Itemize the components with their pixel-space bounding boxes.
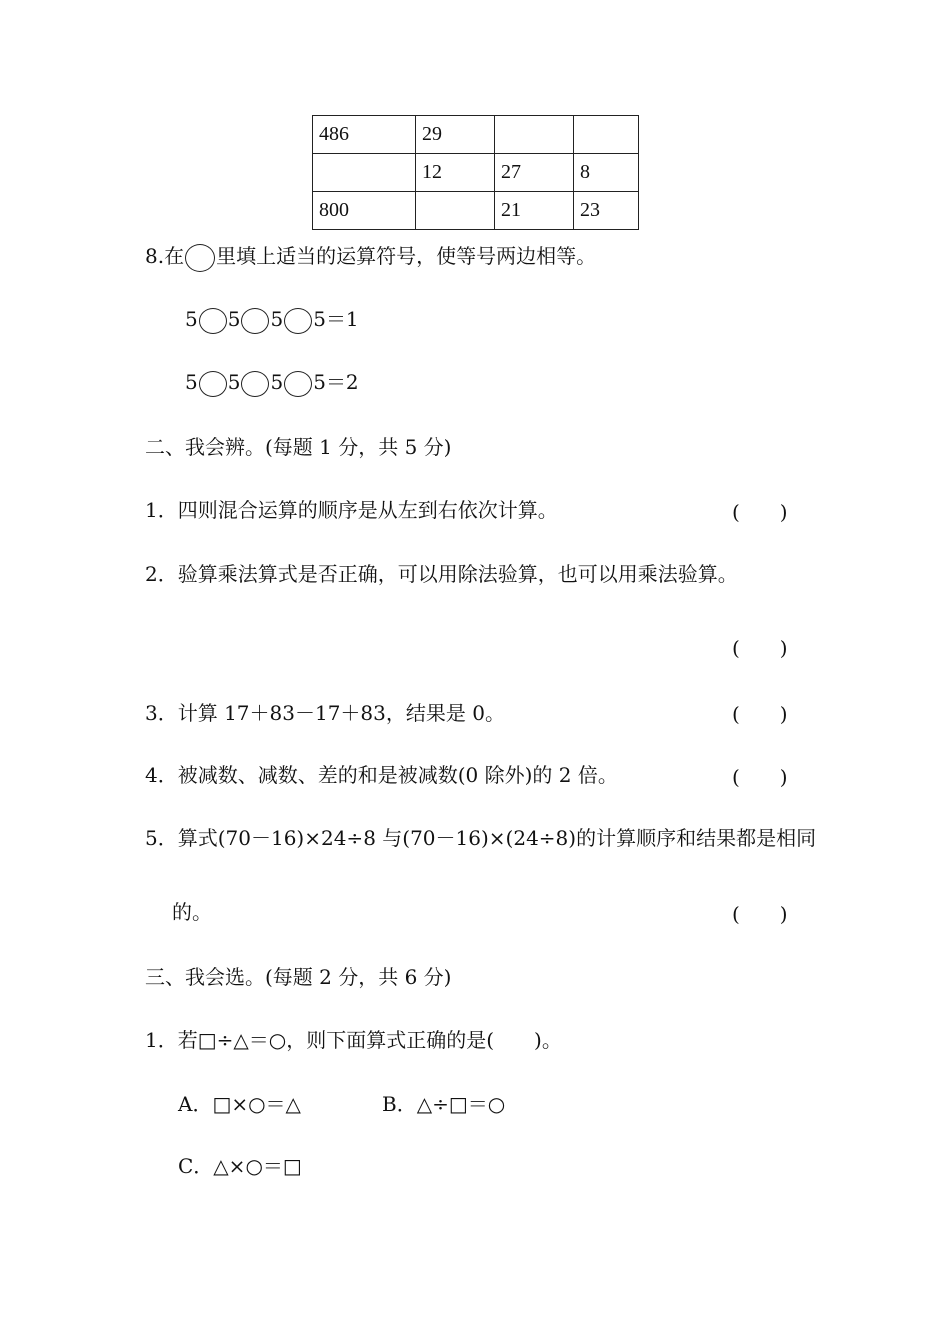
judge-item-5: 5．算式(70－16)×24÷8 与(70－16)×(24÷8)的计算顺序和结果都是相同 xyxy=(145,826,817,850)
answer-paren[interactable]: ( ) xyxy=(732,765,788,789)
operator-blank-circle[interactable] xyxy=(284,308,312,334)
option-c[interactable]: C．△×○＝□ xyxy=(178,1154,302,1178)
option-a[interactable]: A．□×○＝△ xyxy=(178,1092,301,1116)
q8-equation-1: 5 5 5 5＝1 xyxy=(185,305,359,334)
answer-paren[interactable]: ( ) xyxy=(732,902,788,926)
table-cell: 29 xyxy=(416,116,495,154)
section3-title: 三、我会选。(每题 2 分，共 6 分) xyxy=(145,965,452,989)
answer-paren[interactable]: ( ) xyxy=(732,636,788,660)
table-cell: 23 xyxy=(574,192,639,230)
table-cell[interactable] xyxy=(495,116,574,154)
table-cell: 27 xyxy=(495,154,574,192)
operator-blank-circle[interactable] xyxy=(241,371,269,397)
judge-item-5-cont: 的。 xyxy=(172,900,212,924)
option-b[interactable]: B．△÷□＝○ xyxy=(382,1092,506,1116)
q8-prefix: 8.在 xyxy=(145,244,185,268)
table-cell[interactable] xyxy=(574,116,639,154)
table-cell: 486 xyxy=(313,116,416,154)
table-cell: 21 xyxy=(495,192,574,230)
table-cell: 8 xyxy=(574,154,639,192)
blank-circle-icon xyxy=(185,244,215,272)
operator-blank-circle[interactable] xyxy=(199,371,227,397)
table-row xyxy=(313,192,639,230)
operator-blank-circle[interactable] xyxy=(199,308,227,334)
judge-item-2: 2．验算乘法算式是否正确，可以用除法验算，也可以用乘法验算。 xyxy=(145,562,738,586)
judge-item-4: 4．被减数、减数、差的和是被减数(0 除外)的 2 倍。 xyxy=(145,763,618,787)
q8-equation-2: 5 5 5 5＝2 xyxy=(185,368,359,397)
table-cell[interactable] xyxy=(313,154,416,192)
q8-instruction xyxy=(145,242,596,272)
operator-blank-circle[interactable] xyxy=(241,308,269,334)
judge-item-1: 1．四则混合运算的顺序是从左到右依次计算。 xyxy=(145,498,558,522)
answer-paren[interactable]: ( ) xyxy=(732,500,788,524)
operator-blank-circle[interactable] xyxy=(284,371,312,397)
number-table xyxy=(312,115,639,230)
q8-suffix: 里填上适当的运算符号，使等号两边相等。 xyxy=(216,244,597,268)
choice-question-1: 1．若□÷△＝○，则下面算式正确的是( )。 xyxy=(145,1028,562,1052)
table-cell: 800 xyxy=(313,192,416,230)
judge-item-3: 3．计算 17＋83－17＋83，结果是 0。 xyxy=(145,701,505,725)
section2-title: 二、我会辨。(每题 1 分，共 5 分) xyxy=(145,435,452,459)
table-row xyxy=(313,116,639,154)
table-cell[interactable] xyxy=(416,192,495,230)
table-cell: 12 xyxy=(416,154,495,192)
answer-paren[interactable]: ( ) xyxy=(732,702,788,726)
table-row xyxy=(313,154,639,192)
